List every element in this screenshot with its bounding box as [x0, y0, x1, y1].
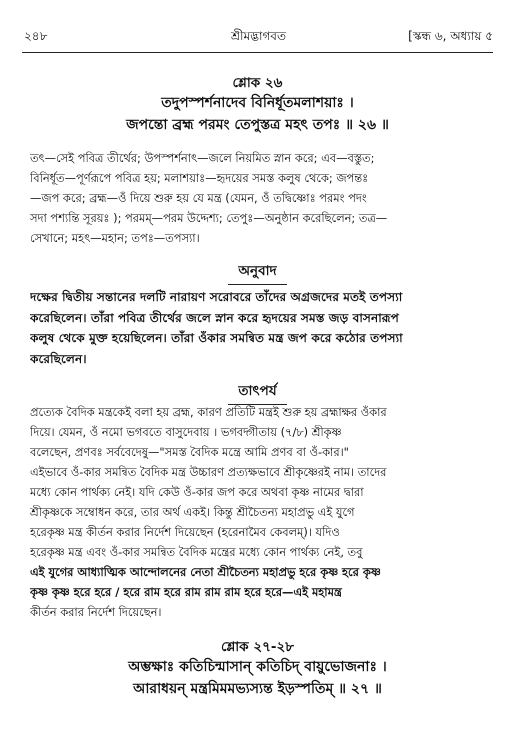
- canto-chapter-reference: [স্কন্ধ ৬, অধ্যায় ৫: [408, 29, 493, 43]
- purport-line: কৃষ্ণ কৃষ্ণ হরে হরে / হরে রাম হরে রাম রাম রাম হরে হরে—এই মহামন্ত্র: [30, 585, 342, 599]
- verse-line: জপন্তো ব্রহ্ম পরমং তেপুস্তত্র মহৎ তপঃ ॥ ২৬ ॥: [126, 117, 389, 133]
- page-number: ২৪৮: [24, 29, 48, 43]
- book-title: শ্রীমদ্ভাগবত: [230, 29, 286, 43]
- purport-line: বলেছেন, প্রণবঃ সর্ববেদেষু—"সমস্ত বৈদিক মন্ত্রে আমি প্রণব বা ওঁ-কার।": [30, 445, 349, 459]
- purport-heading: তাৎপর্য: [20, 380, 495, 405]
- header-rule: [22, 52, 493, 53]
- synonym-line: সেখানে; মহৎ—মহান; তপঃ—তপস্যা।: [30, 231, 200, 245]
- purport-line: এইভাবে ওঁ-কার সমন্বিত বৈদিক মন্ত্র উচ্চারণ প্রত্যক্ষভাবে শ্রীকৃষ্ণেরই নাম। তাদের: [30, 465, 387, 479]
- verse-line: আরাধয়ন্ মন্ত্রমিমমভ্যস্যন্ত ইড়স্পতিম্ ॥ ২৭ ॥: [133, 681, 382, 697]
- synonym-line: তৎ—সেই পবিত্র তীর্থের; উপস্পর্শনাৎ—জলে নিয়মিত স্নান করে; এব—বস্তুত;: [30, 151, 375, 165]
- purport-line: দিয়ে। যেমন, ওঁ নমো ভগবতে বাসুদেবায় । ভগবদ্গীতায় (৭/৮) শ্রীকৃষ্ণ: [30, 425, 342, 439]
- purport-line: হরেকৃষ্ণ মন্ত্র এবং ওঁ-কার সমন্বিত বৈদিক মন্ত্রের মধ্যে কোন পার্থক্য নেই, তবু: [30, 545, 363, 559]
- purport-line: মধ্যে কোন পার্থক্য নেই। যদি কেউ ওঁ-কার জপ করে অথবা কৃষ্ণ নামের দ্বারা: [30, 485, 364, 499]
- synonym-line: —জপ করে; ব্রহ্ম—ওঁ দিয়ে শুরু হয় যে মন্ত্র (যেমন, ওঁ তদ্বিষ্ণোঃ পরমং পদং: [30, 191, 367, 205]
- verse-heading: শ্লোক ২৬: [232, 75, 283, 91]
- purport-line: প্রত্যেক বৈদিক মন্ত্রকেই বলা হয় ব্রহ্ম, কারণ প্রতিটি মন্ত্রই শুরু হয় ব্রহ্মাক্ষর ওঁকার: [30, 405, 387, 419]
- running-header: [24, 28, 493, 48]
- synonym-line: সদা পশ্যন্তি সূরয়ঃ ); পরমম্—পরম উদ্দেশ্য; তেপুঃ—অনুষ্ঠান করেছিলেন; তত্র—: [30, 211, 388, 225]
- translation-line: করেছিলেন। তাঁরা পবিত্র তীর্থের জলে স্নান করে হৃদয়ের সমস্ত জড় বাসনারূপ: [30, 310, 399, 325]
- purport-line: শ্রীকৃষ্ণকে সম্বোধন করে, তার অর্থ একই। কিন্তু শ্রীচৈতন্য মহাপ্রভু এই যুগে: [30, 505, 355, 519]
- translation-line: দক্ষের দ্বিতীয় সন্তানের দলটি নারায়ণ সরোবরে তাঁদের অগ্রজদের মতই তপস্যা: [30, 290, 403, 304]
- verse-line: তদুপস্পর্শনাদেব বিনির্ধূতমলাশয়াঃ ।: [161, 95, 354, 111]
- translation-block: [30, 287, 491, 369]
- purport-line: কীর্তন করার নির্দেশ দিয়েছেন।: [30, 605, 162, 619]
- synonym-line: বিনির্ধূত—পূর্ণরূপে পবিত্র হয়; মলাশয়াঃ—হৃদয়ের সমস্ত কলুষ থেকে; জপন্তঃ: [30, 171, 369, 185]
- verse-text-next: [20, 656, 495, 700]
- verse-heading-next: শ্লোক ২৭-২৮: [220, 639, 295, 655]
- purport-block: [30, 402, 491, 622]
- verse-text: [20, 92, 495, 136]
- verse-line: অম্ভক্ষাঃ কতিচিন্মাসান্ কতিচিদ্ বায়ুভোজনাঃ ।: [128, 659, 387, 675]
- synonyms-block: [30, 148, 491, 248]
- translation-line: কলুষ থেকে মুক্ত হয়েছিলেন। তাঁরা ওঁকার সমন্বিত মন্ত্র জপ করে কঠোর তপস্যা: [30, 331, 403, 345]
- purport-line: হরেকৃষ্ণ মন্ত্র কীর্তন করার নির্দেশ দিয়েছেন (হরেনামৈব কেবলম্)। যদিও: [30, 525, 340, 539]
- translation-line: করেছিলেন।: [30, 351, 87, 366]
- translation-heading: অনুবাদ: [20, 260, 495, 285]
- purport-line: এই যুগের আধ্যাত্মিক আন্দোলনের নেতা শ্রীচৈতন্য মহাপ্রভু হরে কৃষ্ণ হরে কৃষ্ণ: [30, 565, 381, 579]
